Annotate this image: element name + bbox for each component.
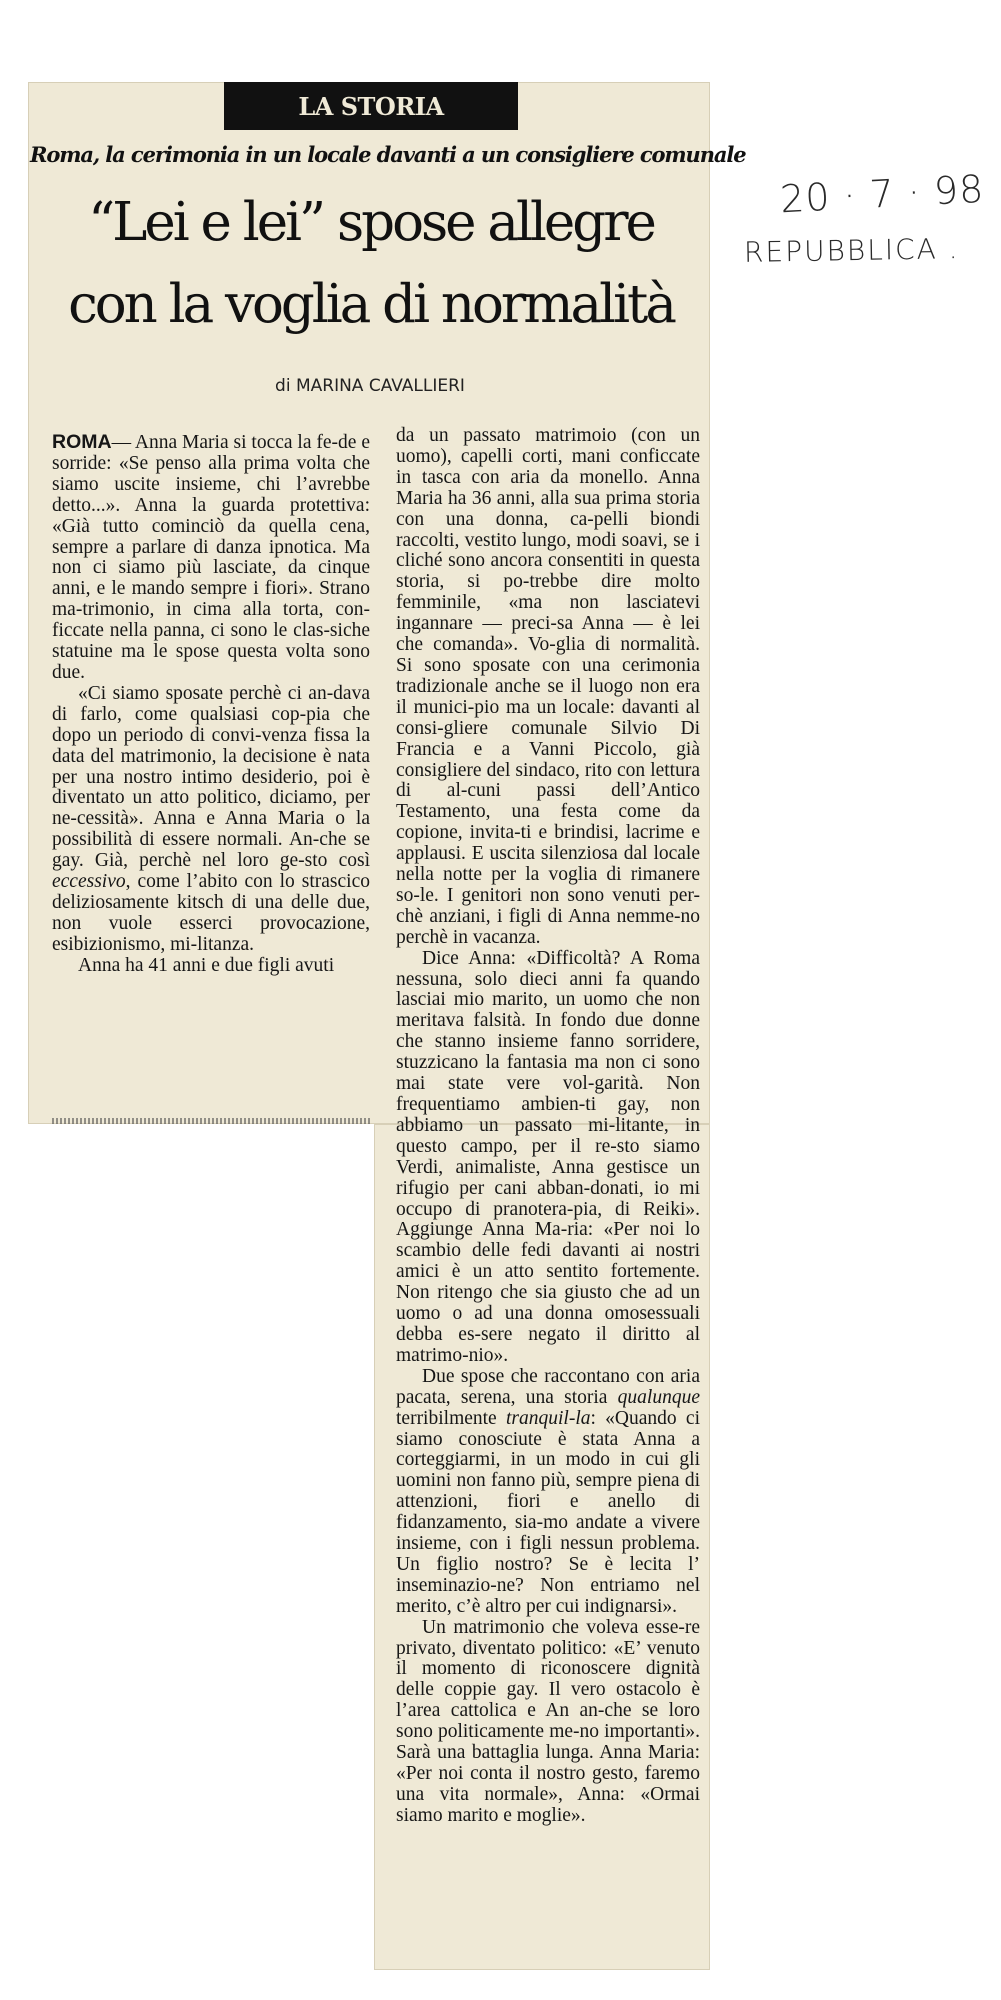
section-kicker: LA STORIA xyxy=(224,82,518,130)
article-column-2 xyxy=(396,426,700,1827)
paragraph-6-text-c: : «Quando ci siamo conosciute è stata Anna a corteggiarmi, in un modo in cui gli uomini non fanno più, sempre piena di attenzioni, fiori e anello di fidanzamento, sia-mo andate a vivere insieme, con i figli nessun problema. Un figlio nostro? Se è lecita l’ inseminazio-ne? Non entriamo nel merito, c’è altro per cui indignarsi». xyxy=(396,1407,700,1617)
paragraph-2-text-a: «Ci siamo sposate perchè ci an-dava di farlo, come qualsiasi cop-pia che dopo un periodo di convi-venza fissa la data del matrimonio, la decisione è nata per una nostro intimo desiderio, poi è diventato un atto politico, diciamo, per ne-cessità». Anna e Anna Maria o la possibilità di essere normali. An-che se gay. Già, perchè nel loro ge-sto così xyxy=(52,682,370,872)
paragraph-6-emphasis-1: qualunque xyxy=(617,1386,700,1408)
headline-line-2: con la voglia di normalità xyxy=(68,274,674,335)
article-column-1 xyxy=(52,432,370,977)
handwritten-date: 20 · 7 · 98 xyxy=(778,166,986,222)
paragraph-3: Anna ha 41 anni e due figli avuti xyxy=(78,954,335,976)
paragraph-6-emphasis-2: tranquil-la xyxy=(505,1407,591,1429)
paragraph-6-text-a: Due spose che raccontano con aria pacata, serena, una storia xyxy=(396,1365,700,1408)
article-subhead: Roma, la cerimonia in un locale davanti a un consigliere comunale xyxy=(30,142,746,167)
paragraph-6 xyxy=(396,1367,700,1618)
paragraph-1 xyxy=(52,432,370,684)
paragraph-6-text-b: terribilmente xyxy=(396,1407,506,1429)
paragraph-1-text: — Anna Maria si tocca la fe-de e sorride: «Se penso alla prima volta che siamo uscite insieme, chi l’avrebbe detto...». Anna la guarda protettiva: «Già tutto cominciò da quella cena, sempre a parlare di danza ipnotica. Ma non ci siamo più lasciate, da cinque anni, e le mando sempre i fiori». Strano ma-trimonio, in cima alla torta, con-ficcate nella panna, ci sono le clas-siche statuine ma le spose questa volta sono due. xyxy=(52,432,370,683)
paragraph-7: Un matrimonio che voleva esse-re privato, diventato politico: «E’ venuto il momento di riconoscere dignità delle coppie gay. Il vero ostacolo è l’area cattolica e An an-che se loro sono politicamente me-no importanti». Sarà una battaglia lunga. Anna Maria: «Per noi conta il nostro gesto, faremo una vita normale», Anna: «Ormai siamo marito e moglie». xyxy=(396,1616,700,1826)
column-divider-dots xyxy=(52,1118,372,1124)
paragraph-2-emphasis: eccessivo xyxy=(52,871,126,893)
headline-line-1: “Lei e lei” spose allegre xyxy=(88,192,654,253)
dateline: ROMA xyxy=(52,431,112,453)
handwritten-source: REPUBBLICA . xyxy=(743,232,960,269)
paragraph-5: Dice Anna: «Difficoltà? A Roma nessuna, solo dieci anni fa quando lasciai mio marito, un uomo che non meritava falsità. In fondo due donne che stanno insieme fanno sorridere, stuzzicano la fantasia ma non ci sono mai state vere vol-garità. Non frequentiamo ambien-ti gay, non abbiamo un passato mi-litante, in questo campo, per il re-sto siamo Verdi, animaliste, Anna gestisce un rifugio per cani abban-donati, io mi occupo di pranotera-pia, di Reiki». Aggiunge Anna Ma-ria: «Per noi lo scambio delle fedi davanti ai nostri amici è un atto sentito fortemente. Non ritengo che sia giusto che ad un uomo o ad una donna omosessuali debba es-sere negato il diritto al matrimo-nio». xyxy=(396,947,700,1366)
byline: di MARINA CAVALLIERI xyxy=(275,376,465,396)
paragraph-2 xyxy=(52,684,370,956)
paragraph-2-text-b: , come l’abito con lo strascico deliziosamente kitsch di una delle due, non vuole esserci provocazione, esibizionismo, mi-litanza. xyxy=(52,871,370,955)
paragraph-4: da un passato matrimoio (con un uomo), capelli corti, mani conficcate in tasca con aria da monello. Anna Maria ha 36 anni, alla sua prima storia con una donna, ca-pelli biondi raccolti, vestito lungo, modi soavi, se i cliché sono ancora consentiti in questa storia, si po-trebbe dire molto femminile, «ma non lasciatevi ingannare — preci-sa Anna — è lei che comanda». Vo-glia di normalità. Si sono sposate con una cerimonia tradizionale anche se il luogo non era il munici-pio ma un locale: davanti al consi-gliere comunale Silvio Di Francia e a Vanni Piccolo, già consigliere del sindaco, rito con lettura di al-cuni passi dell’Antico Testamento, una festa come da copione, invita-ti e brindisi, lacrime e applausi. E uscita silenziosa dal locale nella notte per la voglia di rimanere so-le. I genitori non sono venuti per-chè anziani, i figli di Anna nemme-no perchè in vacanza. xyxy=(396,425,700,948)
